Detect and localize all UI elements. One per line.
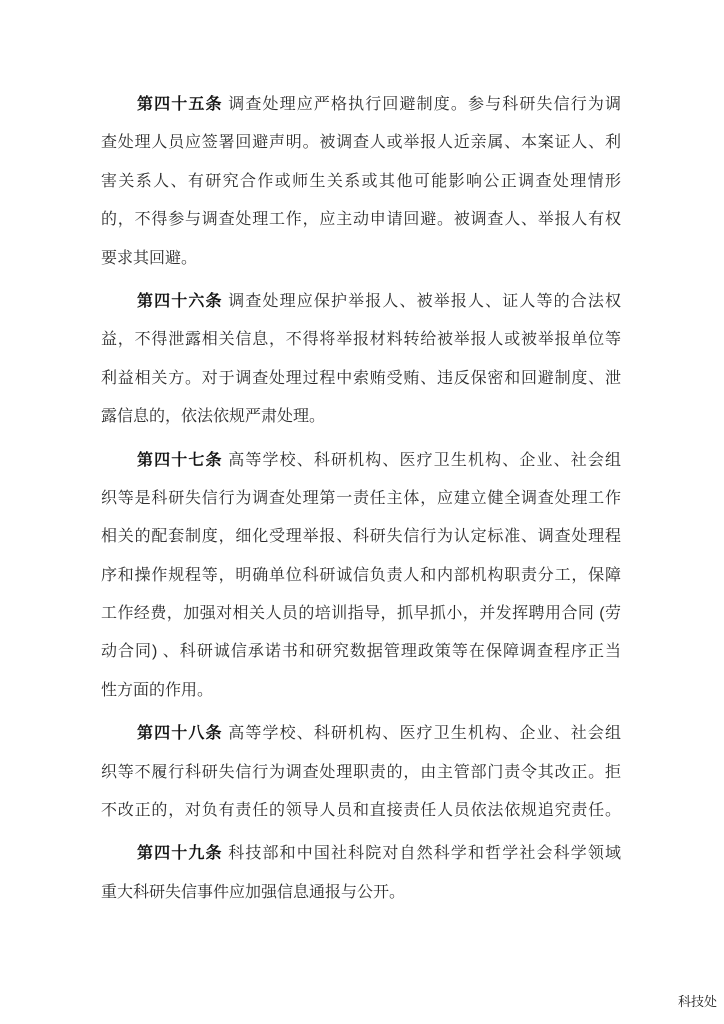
article-number: 第四十九条 bbox=[137, 845, 223, 863]
article-number: 第四十七条 bbox=[137, 451, 223, 469]
article-line: 查处理人员应签署回避声明。被调查人或举报人近亲属、本案证人、利 bbox=[101, 134, 621, 152]
article-line: 工作经费，加强对相关人员的培训指导，抓早抓小，并发挥聘用合同 (劳 bbox=[101, 605, 621, 623]
article-number: 第四十五条 bbox=[137, 96, 223, 113]
article-first-line: 第四十六条 调查处理应保护举报人、被举报人、证人等的合法权 bbox=[137, 292, 621, 310]
article-line: 益，不得泄露相关信息，不得将举报材料转给被举报人或被举报单位等 bbox=[101, 331, 621, 349]
article-line: 利益相关方。对于调查处理过程中索贿受贿、违反保密和回避制度、泄 bbox=[101, 369, 621, 387]
document-body bbox=[101, 86, 621, 912]
article-line: 动合同) 、科研诚信承诺书和研究数据管理政策等在保障调查程序正当 bbox=[101, 643, 621, 661]
article-line: 织等是科研失信行为调查处理第一责任主体，应建立健全调查处理工作 bbox=[101, 489, 621, 507]
article-number: 第四十八条 bbox=[137, 725, 223, 743]
article-line: 织等不履行科研失信行为调查处理职责的，由主管部门责令其改正。拒 bbox=[101, 763, 621, 781]
article-line: 露信息的，依法依规严肃处理。 bbox=[101, 408, 326, 426]
article-paragraph bbox=[101, 835, 621, 912]
article-line: 相关的配套制度，细化受理举报、科研失信行为认定标准、调查处理程 bbox=[101, 528, 621, 546]
article-line: 重大科研失信事件应加强信息通报与公开。 bbox=[101, 883, 406, 901]
article-line: 序和操作规程等，明确单位科研诚信负责人和内部机构职责分工，保障 bbox=[101, 566, 621, 584]
article-paragraph bbox=[101, 283, 621, 437]
article-paragraph bbox=[101, 86, 621, 278]
article-line: 不改正的，对负有责任的领导人员和直接责任人员依法依规追究责任。 bbox=[101, 802, 621, 820]
article-number: 第四十六条 bbox=[137, 292, 223, 310]
article-line: 的，不得参与调查处理工作，应主动申请回避。被调查人、举报人有权 bbox=[101, 211, 621, 229]
article-line: 要求其回避。 bbox=[101, 249, 198, 267]
footer-department-label: 科技处 bbox=[677, 994, 717, 1009]
article-paragraph bbox=[101, 715, 621, 830]
article-paragraph bbox=[101, 442, 621, 711]
article-line: 害关系人、有研究合作或师生关系或其他可能影响公正调查处理情形 bbox=[101, 172, 621, 190]
article-first-line: 第四十七条 高等学校、科研机构、医疗卫生机构、企业、社会组 bbox=[137, 451, 621, 469]
article-first-line: 第四十九条 科技部和中国社科院对自然科学和哲学社会科学领域 bbox=[137, 845, 621, 863]
article-line: 性方面的作用。 bbox=[101, 681, 214, 699]
article-first-line: 第四十八条 高等学校、科研机构、医疗卫生机构、企业、社会组 bbox=[137, 725, 621, 743]
article-first-line: 第四十五条 调查处理应严格执行回避制度。参与科研失信行为调 bbox=[137, 96, 621, 113]
